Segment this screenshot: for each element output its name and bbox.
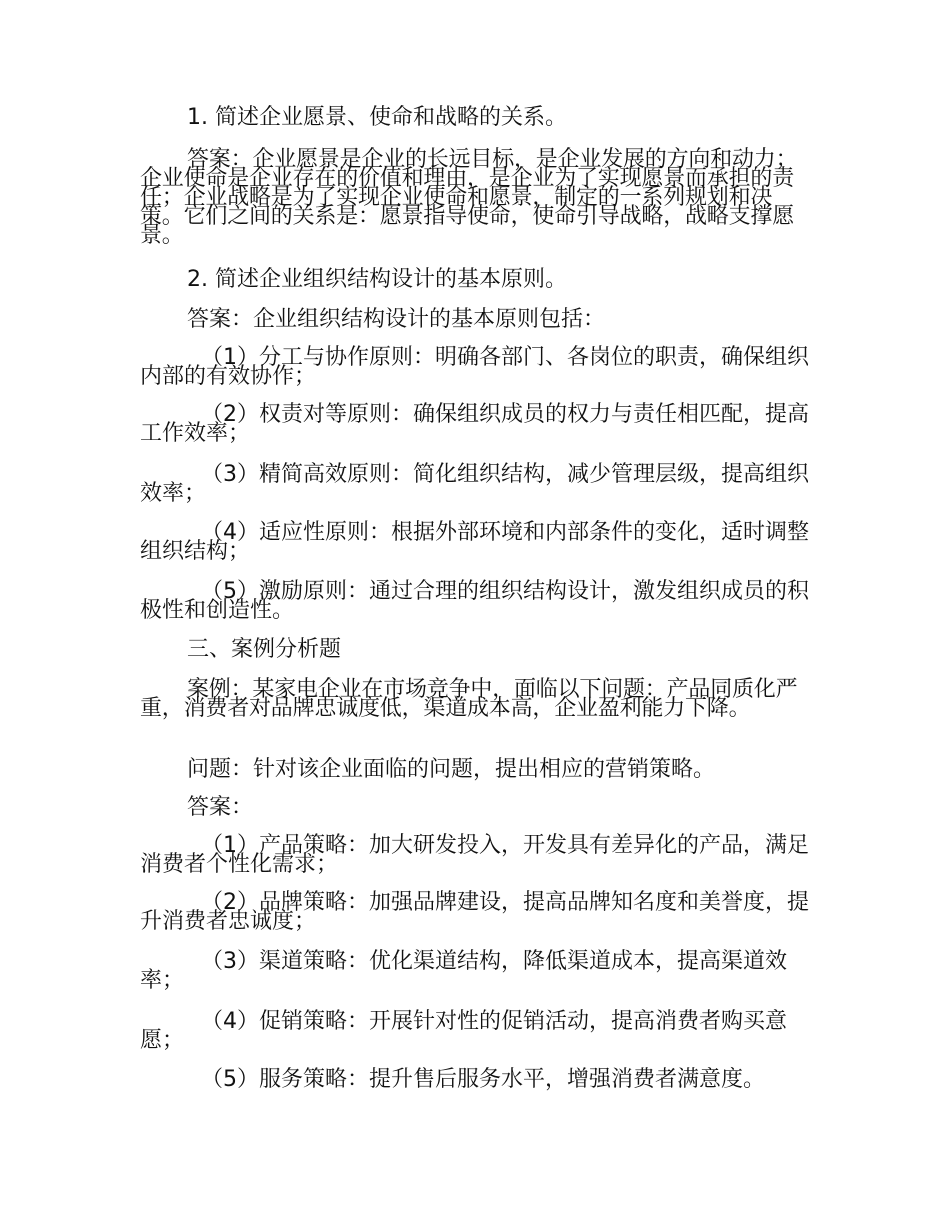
principle-item: （5）激励原则：通过合理的组织结构设计，激发组织成员的积极性和创造性。 xyxy=(140,579,809,623)
principle-item: （2）权责对等原则：确保组织成员的权力与责任相匹配，提高工作效率； xyxy=(140,402,809,446)
question-2-answer-intro: 答案：企业组织结构设计的基本原则包括： xyxy=(187,307,606,332)
strategy-item: （1）产品策略：加大研发投入，开发具有差异化的产品，满足消费者个性化需求； xyxy=(140,833,809,877)
question-1-answer: 答案：企业愿景是企业的长远目标，是企业发展的方向和动力；企业使命是企业存在的价值和理由，是企业为了实现愿景而承担的责任；企业战略是为了实现企业使命和愿景，制定的一系列规划和决策。它们之间的关系是：愿景指导使命，使命引导战略，战略支撑愿景。 xyxy=(140,147,798,248)
principle-item: （4）适应性原则：根据外部环境和内部条件的变化，适时调整组织结构； xyxy=(140,520,809,564)
section-3-heading: 三、案例分析题 xyxy=(187,637,342,662)
principle-item: （3）精简高效原则：简化组织结构，减少管理层级，提高组织效率； xyxy=(140,462,809,506)
strategy-item: （5）服务策略：提升售后服务水平，增强消费者满意度。 xyxy=(201,1067,765,1092)
principle-item: （1）分工与协作原则：明确各部门、各岗位的职责，确保组织内部的有效协作； xyxy=(140,345,809,389)
case-question: 问题：针对该企业面临的问题，提出相应的营销策略。 xyxy=(187,757,716,782)
case-answer-label: 答案： xyxy=(187,795,254,820)
strategy-item: （2）品牌策略：加强品牌建设，提高品牌知名度和美誉度，提升消费者忠诚度； xyxy=(140,890,809,934)
question-2-title: 2. 简述企业组织结构设计的基本原则。 xyxy=(187,267,567,292)
question-1-title: 1. 简述企业愿景、使命和战略的关系。 xyxy=(187,105,567,130)
strategy-item: （4）促销策略：开展针对性的促销活动，提高消费者购买意愿； xyxy=(140,1009,787,1053)
case-description: 案例：某家电企业在市场竞争中，面临以下问题：产品同质化严重，消费者对品牌忠诚度低，渠道成本高，企业盈利能力下降。 xyxy=(140,677,798,721)
strategy-item: （3）渠道策略：优化渠道结构，降低渠道成本，提高渠道效率； xyxy=(140,949,787,993)
